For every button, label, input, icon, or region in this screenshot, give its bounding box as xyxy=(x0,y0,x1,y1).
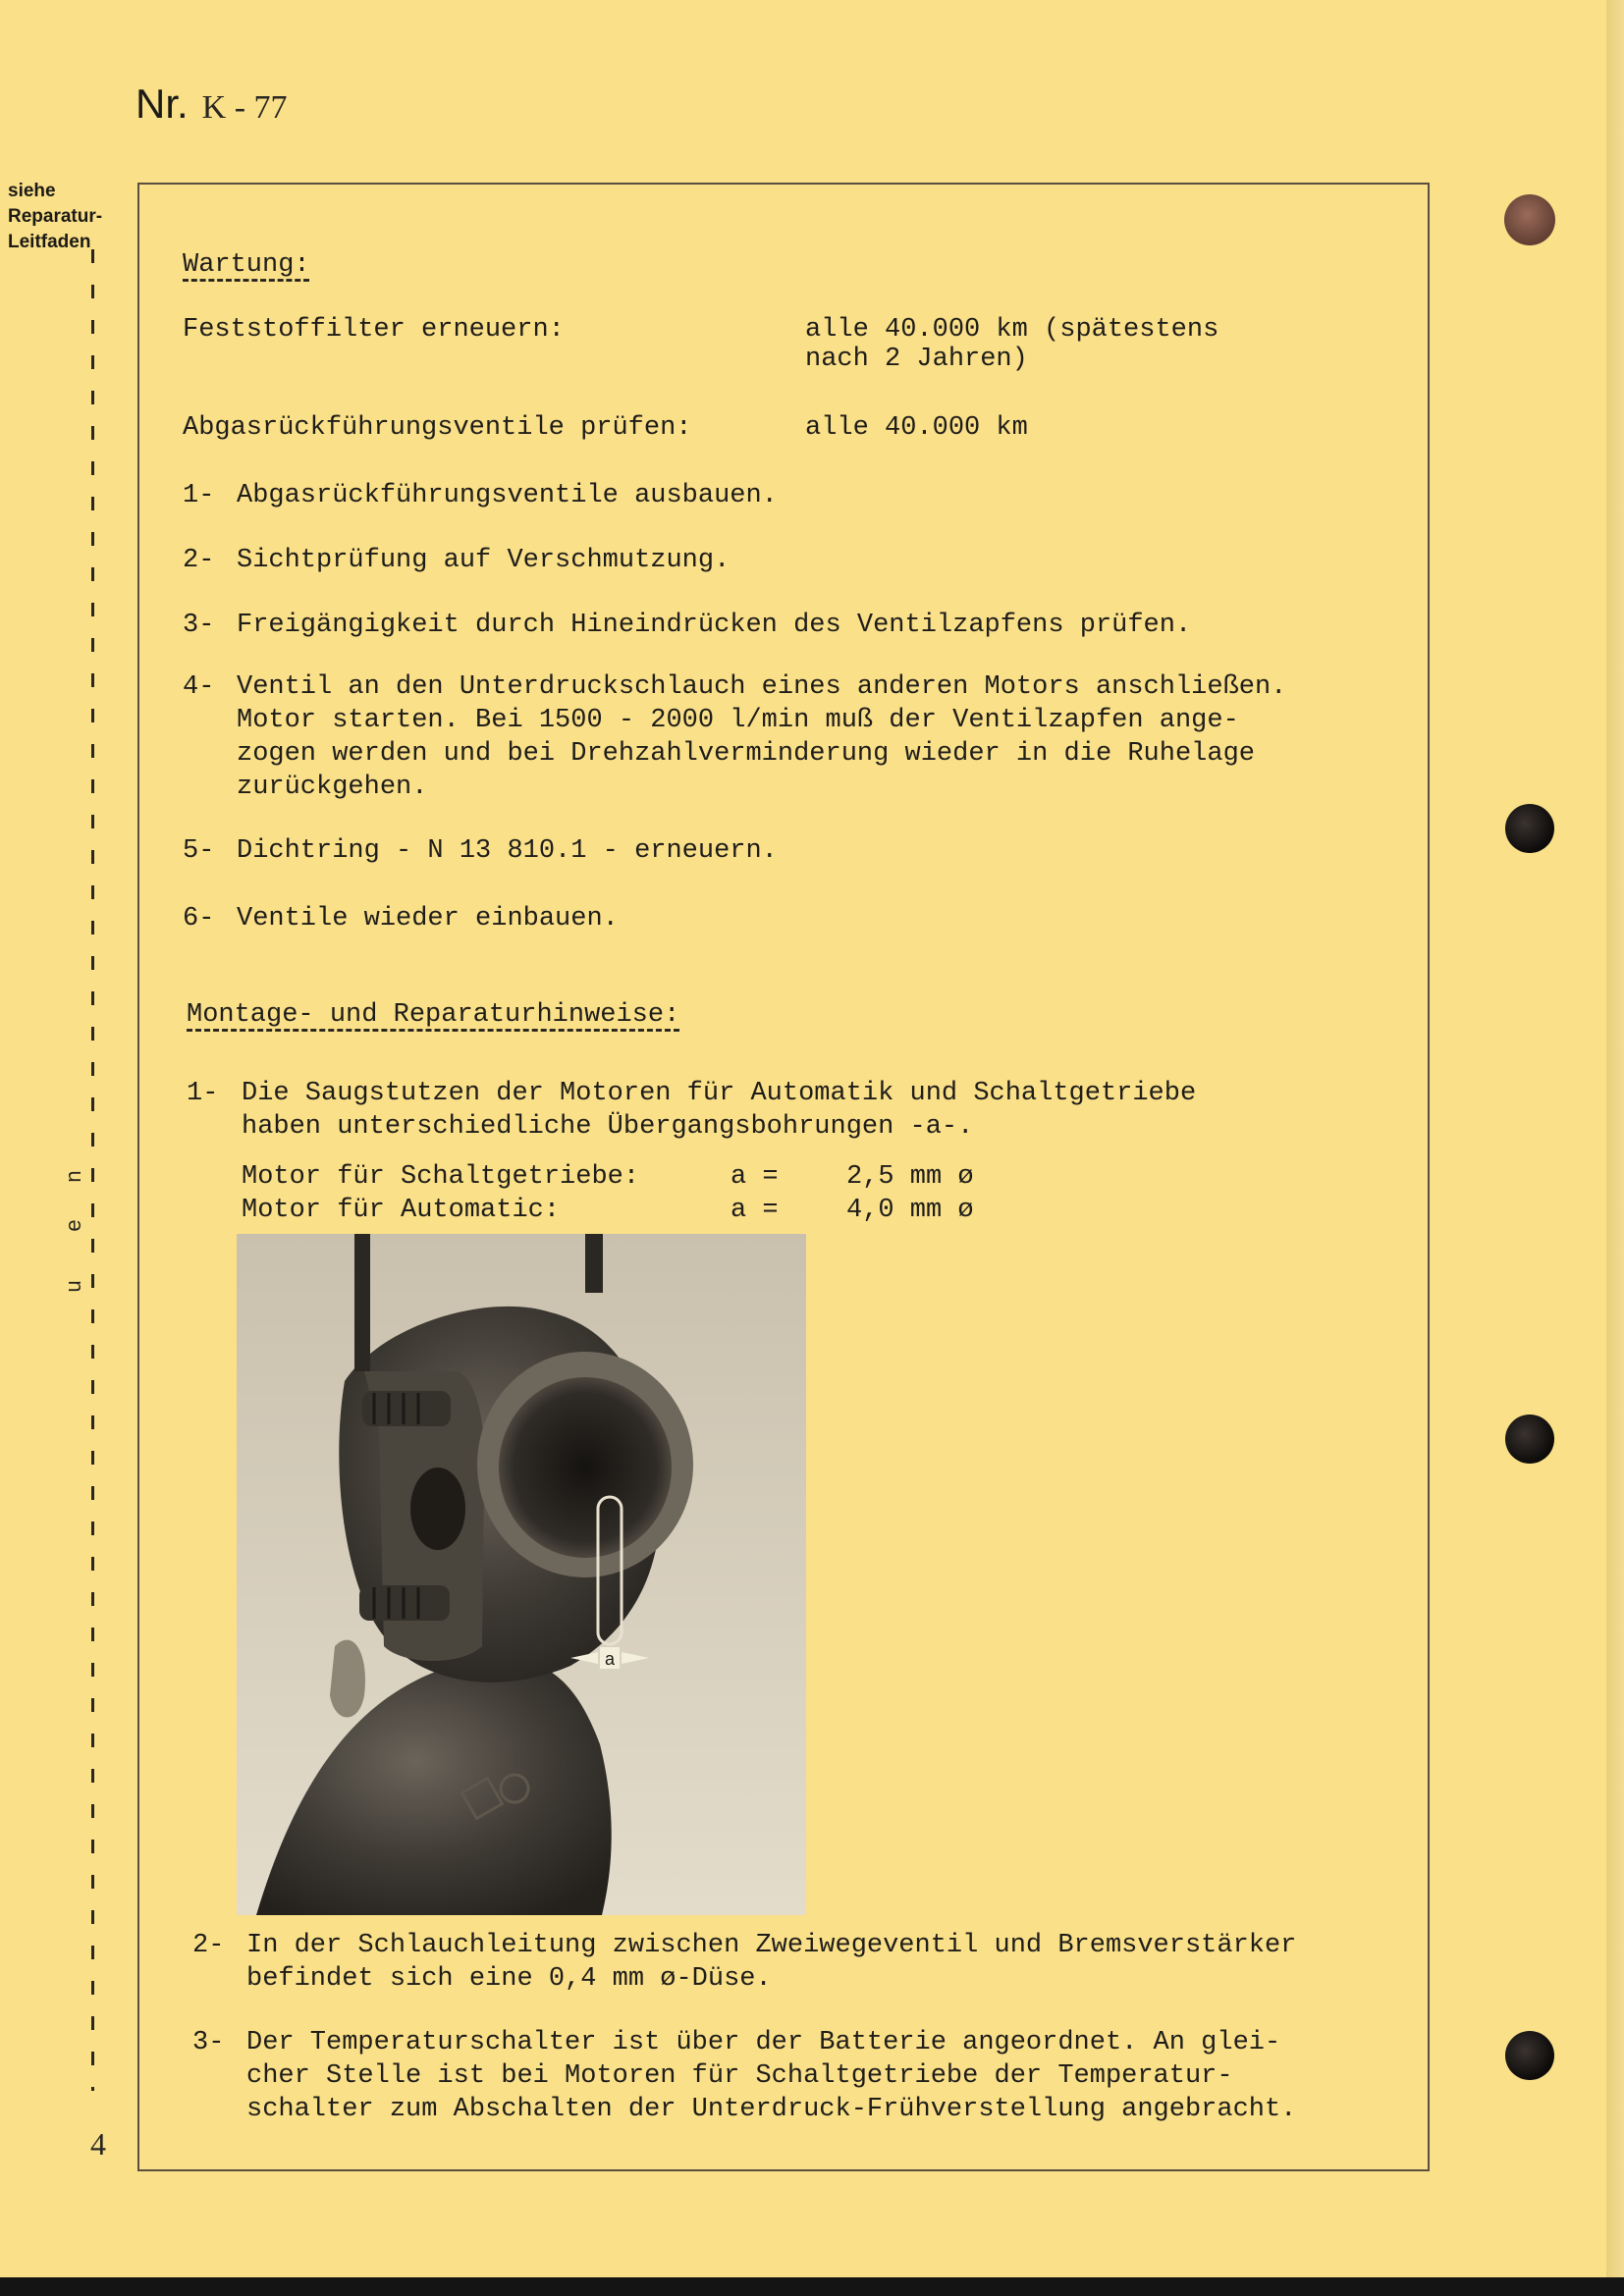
step-text: Ventile wieder einbauen. xyxy=(237,904,619,934)
step-text: Motor starten. Bei 1500 - 2000 l/min muß der Ventilzapfen ange- xyxy=(237,706,1239,735)
margin-note xyxy=(8,179,131,255)
step-text: Abgasrückführungsventile ausbauen. xyxy=(237,481,778,510)
margin-dashed-line xyxy=(91,249,94,2091)
step-text: Sichtprüfung auf Verschmutzung. xyxy=(237,546,731,575)
item-text: schalter zum Abschalten der Unterdruck-Frühverstellung angebracht. xyxy=(246,2095,1297,2124)
dimension-label: a xyxy=(604,1649,616,1669)
sheet-number-label: Nr. xyxy=(135,80,189,127)
margin-note-line: Leitfaden xyxy=(8,232,91,252)
section-heading-montage: Montage- und Reparaturhinweise: xyxy=(187,1000,680,1030)
item-text: befindet sich eine 0,4 mm ø-Düse. xyxy=(246,1964,772,1994)
spec-label: Motor für Automatic: xyxy=(242,1196,561,1225)
punch-hole xyxy=(1505,804,1554,853)
step-number: 2- xyxy=(183,546,215,575)
margin-note-line: Reparatur- xyxy=(8,206,103,227)
step-text: Freigängigkeit durch Hineindrücken des Ventilzapfens prüfen. xyxy=(237,611,1192,640)
item-text: In der Schlauchleitung zwischen Zweiwegeventil und Bremsverstärker xyxy=(246,1931,1297,1960)
page-number: 4 xyxy=(90,2126,106,2162)
step-text: Ventil an den Unterdruckschlauch eines anderen Motors anschließen. xyxy=(237,672,1287,702)
step-number: 3- xyxy=(183,611,215,640)
step-number: 6- xyxy=(183,904,215,934)
manifold-photo xyxy=(237,1234,806,1915)
step-number: 1- xyxy=(183,481,215,510)
spec-value: 4,0 mm ø xyxy=(846,1196,974,1225)
filter-value: alle 40.000 km (spätestens xyxy=(805,315,1219,345)
valve-check-value: alle 40.000 km xyxy=(805,413,1028,443)
section-heading-wartung: Wartung: xyxy=(183,250,310,280)
punch-hole xyxy=(1504,194,1555,245)
step-text: zogen werden und bei Drehzahlverminderung wieder in die Ruhelage xyxy=(237,739,1255,769)
spec-variable: a = xyxy=(731,1162,779,1192)
item-text: cher Stelle ist bei Motoren für Schaltgetriebe der Temperatur- xyxy=(246,2061,1233,2091)
punch-hole xyxy=(1505,2031,1554,2080)
sheet-number-value: K - 77 xyxy=(201,89,288,126)
vertical-label-letter: u xyxy=(63,1279,88,1294)
item-text: haben unterschiedliche Übergangsbohrungen -a-. xyxy=(242,1112,974,1142)
filter-label: Feststoffilter erneuern: xyxy=(183,315,565,345)
spec-value: 2,5 mm ø xyxy=(846,1162,974,1192)
item-number: 1- xyxy=(187,1079,219,1108)
page-edge xyxy=(1606,0,1624,2277)
manifold-illustration xyxy=(237,1234,806,1915)
spec-label: Motor für Schaltgetriebe: xyxy=(242,1162,640,1192)
filter-value: nach 2 Jahren) xyxy=(805,345,1028,374)
step-text: Dichtring - N 13 810.1 - erneuern. xyxy=(237,836,778,866)
item-text: Die Saugstutzen der Motoren für Automatik und Schaltgetriebe xyxy=(242,1079,1197,1108)
margin-note-line: siehe xyxy=(8,181,56,201)
item-text: Der Temperaturschalter ist über der Batterie angeordnet. An glei- xyxy=(246,2028,1281,2057)
vertical-label-letter: e xyxy=(63,1218,88,1233)
step-text: zurückgehen. xyxy=(237,773,428,802)
step-number: 4- xyxy=(183,672,215,702)
item-number: 2- xyxy=(192,1931,225,1960)
punch-hole xyxy=(1505,1415,1554,1464)
valve-check-label: Abgasrückführungsventile prüfen: xyxy=(183,413,692,443)
vertical-label-letter: n xyxy=(63,1169,88,1184)
sheet-number xyxy=(135,80,288,128)
step-number: 5- xyxy=(183,836,215,866)
item-number: 3- xyxy=(192,2028,225,2057)
spec-variable: a = xyxy=(731,1196,779,1225)
